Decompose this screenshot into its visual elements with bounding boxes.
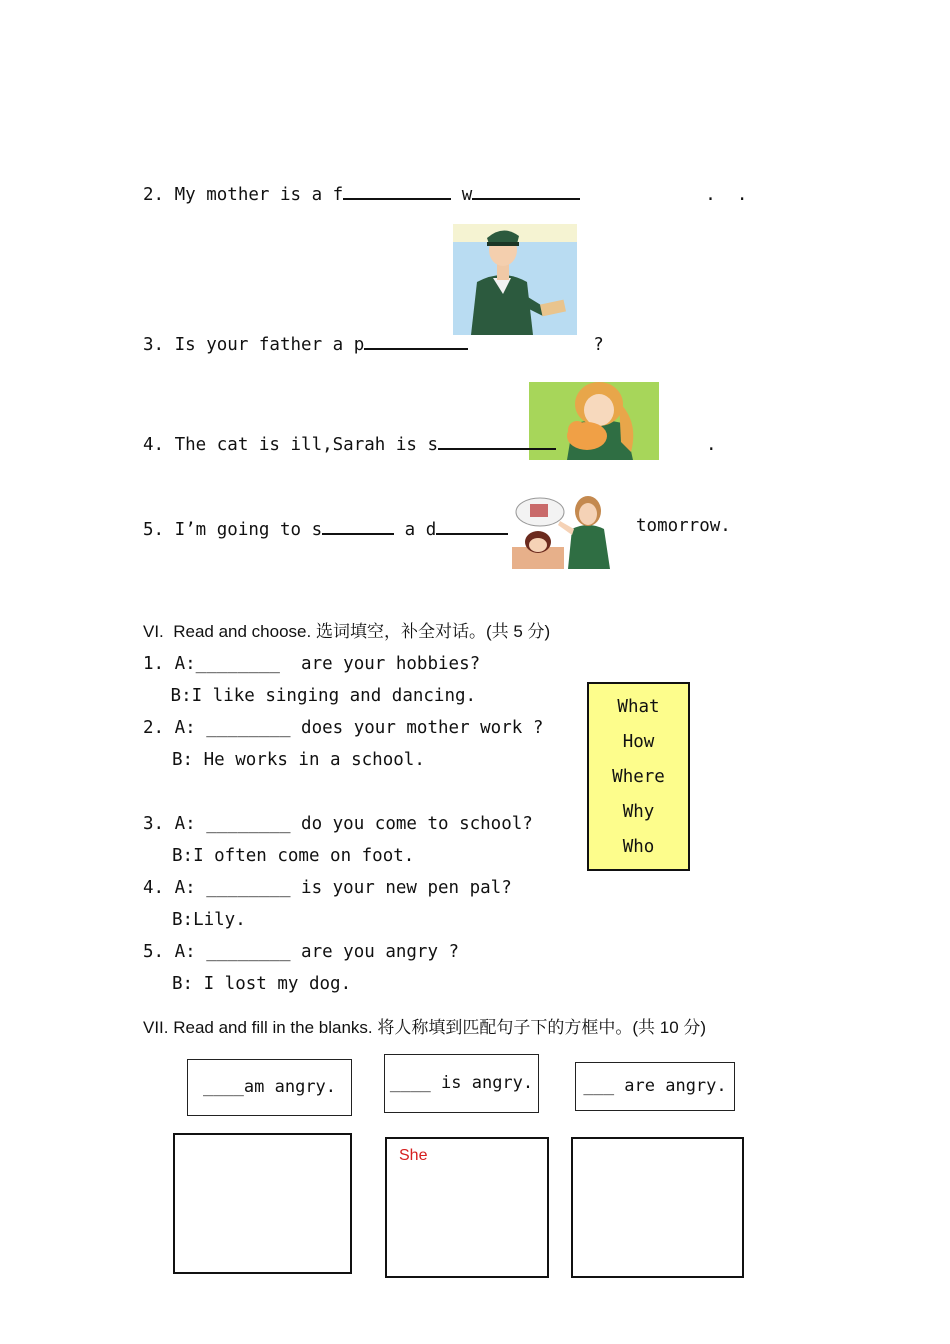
answer-box-are[interactable] [571,1137,744,1278]
answer-blank[interactable] [322,515,394,535]
postman-picture [453,224,577,335]
answer-box-am[interactable] [173,1133,352,1274]
label-box-are: ___ are angry. [575,1062,735,1111]
dialog-line: 2. A: ________ does your mother work ? [143,718,544,738]
question-5: 5. I’m going to s a d [143,515,508,541]
dialog-line: B: He works in a school. [172,750,425,770]
label-box-is: ____ is angry. [384,1054,539,1113]
answer-blank[interactable] [436,515,508,535]
section-6-title: VI. Read and choose. 选词填空，补全对话。(共 5 分) [143,622,551,641]
word-option[interactable]: How [622,732,655,752]
question-4: 4. The cat is ill,Sarah is s . [143,430,717,456]
answer-blank[interactable] [343,180,451,200]
dialog-line: B:Lily. [172,910,246,930]
dialog-line: B:I like singing and dancing. [160,686,477,706]
question-5-end: tomorrow. [636,516,731,536]
answer-blank[interactable] [472,180,580,200]
dialog-line: 5. A: ________ are you angry ? [143,942,460,962]
word-option[interactable]: Who [622,837,655,857]
answer-blank[interactable] [364,330,468,350]
section-7-title: VII. Read and fill in the blanks. 将人称填到匹配句子下的方框中。(共 10 分) [143,1018,707,1037]
dialog-line: 3. A: ________ do you come to school? [143,814,533,834]
answer-blank[interactable] [438,430,556,450]
dialog-line: 4. A: ________ is your new pen pal? [143,878,512,898]
word-option[interactable]: Where [612,767,665,787]
label-box-am: ____am angry. [187,1059,352,1116]
word-option[interactable]: Why [622,802,655,822]
dialog-line: B: I lost my dog. [172,974,352,994]
question-2: 2. My mother is a f w . . [143,180,747,206]
example-answer: She [399,1147,428,1164]
word-bank [587,682,690,871]
dialog-line: 1. A:________ are your hobbies? [143,654,481,674]
dialog-line: B:I often come on foot. [172,846,415,866]
teacher-and-girl-picture [512,495,614,569]
answer-box-is[interactable] [385,1137,549,1278]
question-3: 3. Is your father a p ? [143,330,604,356]
word-option[interactable]: What [617,697,660,717]
